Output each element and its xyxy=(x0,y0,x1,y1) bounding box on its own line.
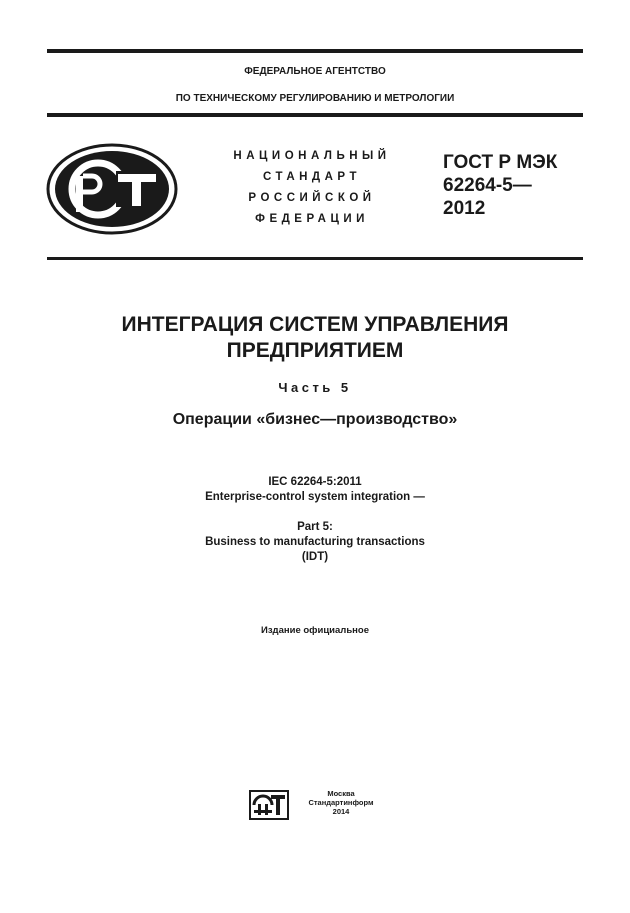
iec-title-line: Enterprise-control system integration — xyxy=(205,491,425,503)
publisher-name: Стандартинформ xyxy=(308,798,374,807)
iec-designation: IEC 62264-5:2011 xyxy=(268,476,362,488)
agency-line-2: ПО ТЕХНИЧЕСКОМУ РЕГУЛИРОВАНИЮ И МЕТРОЛОГИИ xyxy=(175,93,455,104)
rst-mark-icon xyxy=(46,143,178,235)
iec-spacer xyxy=(0,505,630,520)
standard-type-line: СТАНДАРТ xyxy=(263,171,361,183)
publisher-city: Москва xyxy=(327,789,355,798)
edition-label: Издание официальное xyxy=(261,625,369,636)
designation-line: ГОСТ Р МЭК xyxy=(443,152,558,173)
top-rule xyxy=(47,49,583,53)
standard-type-line: НАЦИОНАЛЬНЫЙ xyxy=(233,150,391,162)
publisher-block xyxy=(291,789,391,816)
standartinform-logo-icon xyxy=(249,790,289,820)
designation-line: 62264-5— xyxy=(443,175,532,196)
identity-degree: (IDT) xyxy=(301,551,329,563)
designation-line: 2012 xyxy=(443,198,486,219)
standard-type-block xyxy=(222,150,402,234)
document-subtitle: Операции «бизнес—производство» xyxy=(172,411,458,428)
iec-part: Part 5: xyxy=(297,521,333,533)
agency-line-1: ФЕДЕРАЛЬНОЕ АГЕНТСТВО xyxy=(244,66,386,77)
document-title-line-1: ИНТЕГРАЦИЯ СИСТЕМ УПРАВЛЕНИЯ xyxy=(121,313,509,336)
publication-year: 2014 xyxy=(332,807,350,816)
designation-block xyxy=(443,151,583,220)
part-number: Часть 5 xyxy=(278,380,352,395)
standard-type-line: ФЕДЕРАЦИИ xyxy=(255,213,369,225)
designation-rule xyxy=(47,257,583,260)
header-rule xyxy=(47,113,583,117)
international-equivalent xyxy=(0,475,630,565)
iec-part-title: Business to manufacturing transactions xyxy=(205,536,425,548)
document-title-line-2: ПРЕДПРИЯТИЕМ xyxy=(226,339,404,362)
standard-type-line: РОССИЙСКОЙ xyxy=(248,192,376,204)
